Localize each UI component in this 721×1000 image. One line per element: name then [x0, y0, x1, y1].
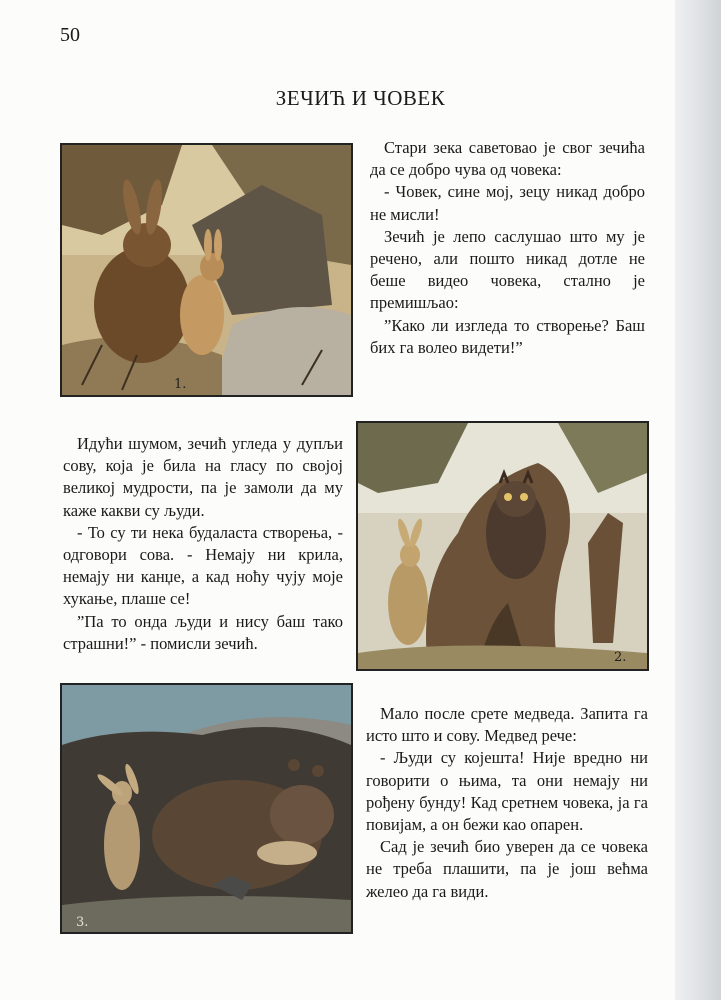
- text-block-3: [366, 703, 648, 903]
- hares-drawing: [62, 145, 351, 395]
- paragraph: Зечић је лепо саслушао што му је речено, али пошто никад дотле не беше видео човека, стално је премишљао:: [370, 226, 645, 313]
- paragraph: Идући шумом, зечић угледа у дупљи сову, која је била на гласу по својој великој мудрости, па је замоли да му каже какви су људи.: [63, 434, 343, 520]
- page-number: 50: [60, 24, 80, 46]
- paragraph: - То су ти нека будаласта створења, - одговори сова. - Немају ни крила, немају ни канџе, а кад ноћу чују моје хукање, плаше се!: [63, 522, 343, 609]
- illustration-bear: [60, 683, 353, 934]
- page-edge: [675, 0, 721, 1000]
- illustration-number: 2.: [614, 650, 627, 665]
- owl-drawing: [358, 423, 647, 669]
- illustration-number: 1.: [174, 377, 187, 392]
- paragraph: ”Како ли изгледа то створење? Баш бих га волео видети!”: [370, 315, 645, 357]
- paragraph: Сад је зечић био уверен да се човека не треба плашити, па је још већма желео да га види.: [366, 837, 648, 901]
- bear-drawing: [62, 685, 351, 932]
- paragraph: Мало после срете медведа. Запита га исто што и сову. Медвед рече:: [366, 704, 648, 746]
- text-block-2: [63, 433, 343, 655]
- paragraph: - Људи су којешта! Није вредно ни говорити о њима, та они немају ни рођену бунду! Кад сретнем човека, ја га повијам, а он бежи као опарен.: [366, 748, 648, 835]
- illustration-hares: [60, 143, 353, 397]
- illustration-owl: [356, 421, 649, 671]
- story-title: ЗЕЧИЋ И ЧОВЕК: [275, 86, 446, 110]
- paragraph: - Човек, сине мој, зецу никад добро не мисли!: [370, 182, 645, 224]
- text-block-1: [370, 137, 645, 359]
- illustration-number: 3.: [76, 915, 89, 930]
- paragraph: ”Па то онда људи и нису баш тако страшни!” - помисли зечић.: [63, 611, 343, 653]
- paragraph: Стари зека саветовао је свог зечића да се добро чува од човека:: [370, 138, 645, 180]
